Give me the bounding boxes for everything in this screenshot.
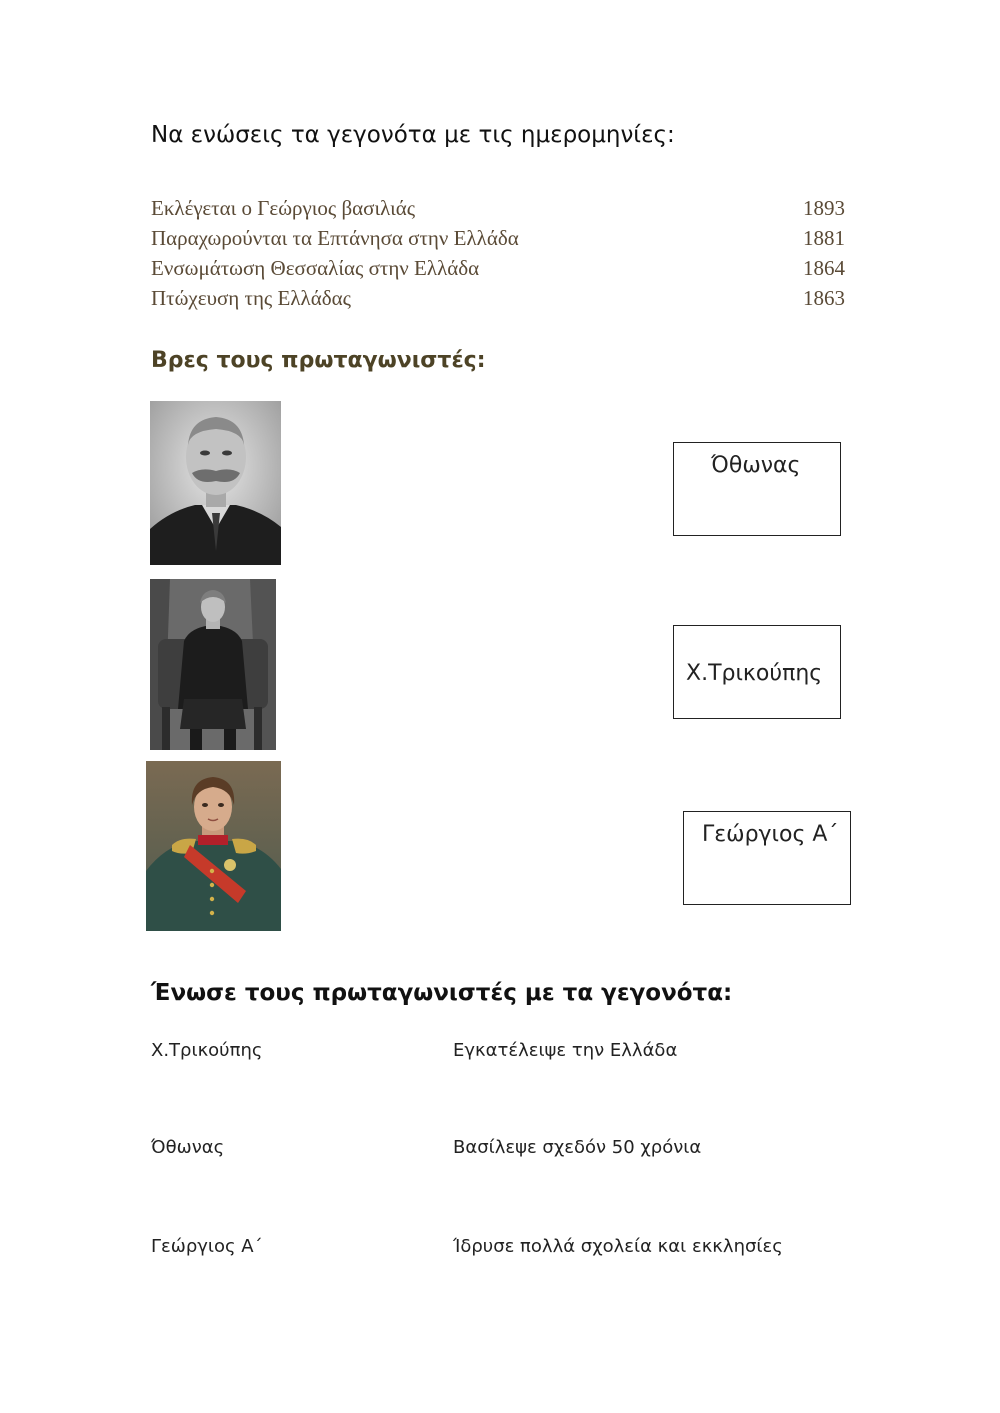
protagonists-title: Βρες τους πρωταγωνιστές:: [151, 348, 486, 373]
events-list: [151, 193, 845, 313]
portrait-painting-3[interactable]: [146, 761, 281, 931]
name-box-label: Όθωνας: [711, 453, 801, 478]
event-row: [151, 193, 845, 223]
event-row: [151, 283, 845, 313]
match-person[interactable]: Όθωνας: [151, 1137, 225, 1158]
match-fact[interactable]: Εγκατέλειψε την Ελλάδα: [453, 1040, 678, 1061]
event-year: 1864: [803, 256, 845, 280]
match-person[interactable]: Γεώργιος Α΄: [151, 1236, 263, 1257]
name-box-otto[interactable]: [673, 442, 841, 536]
event-text: Παραχωρούνται τα Επτάνησα στην Ελλάδα: [151, 226, 519, 250]
event-year: 1893: [803, 196, 845, 220]
portrait-photo-2[interactable]: [150, 579, 276, 750]
match-exercise-title: Ένωσε τους πρωταγωνιστές με τα γεγονότα:: [151, 980, 733, 1006]
name-box-label: Χ.Τρικούπης: [686, 661, 823, 686]
dates-exercise-title: Να ενώσεις τα γεγονότα με τις ημερομηνίες:: [151, 122, 675, 148]
match-fact[interactable]: Ίδρυσε πολλά σχολεία και εκκλησίες: [453, 1236, 783, 1257]
event-year: 1863: [803, 286, 845, 310]
event-text: Εκλέγεται ο Γεώργιος βασιλιάς: [151, 196, 416, 220]
name-box-label: Γεώργιος Α΄: [702, 822, 839, 847]
event-text: Πτώχευση της Ελλάδας: [151, 286, 351, 310]
event-row: [151, 223, 845, 253]
name-box-george[interactable]: [683, 811, 851, 905]
event-year: 1881: [803, 226, 845, 250]
match-person[interactable]: Χ.Τρικούπης: [151, 1040, 263, 1061]
event-row: [151, 253, 845, 283]
match-fact[interactable]: Βασίλεψε σχεδόν 50 χρόνια: [453, 1137, 702, 1158]
event-text: Ενσωμάτωση Θεσσαλίας στην Ελλάδα: [151, 256, 480, 280]
portrait-photo-1[interactable]: [150, 401, 281, 565]
name-box-trikoupis[interactable]: [673, 625, 841, 719]
